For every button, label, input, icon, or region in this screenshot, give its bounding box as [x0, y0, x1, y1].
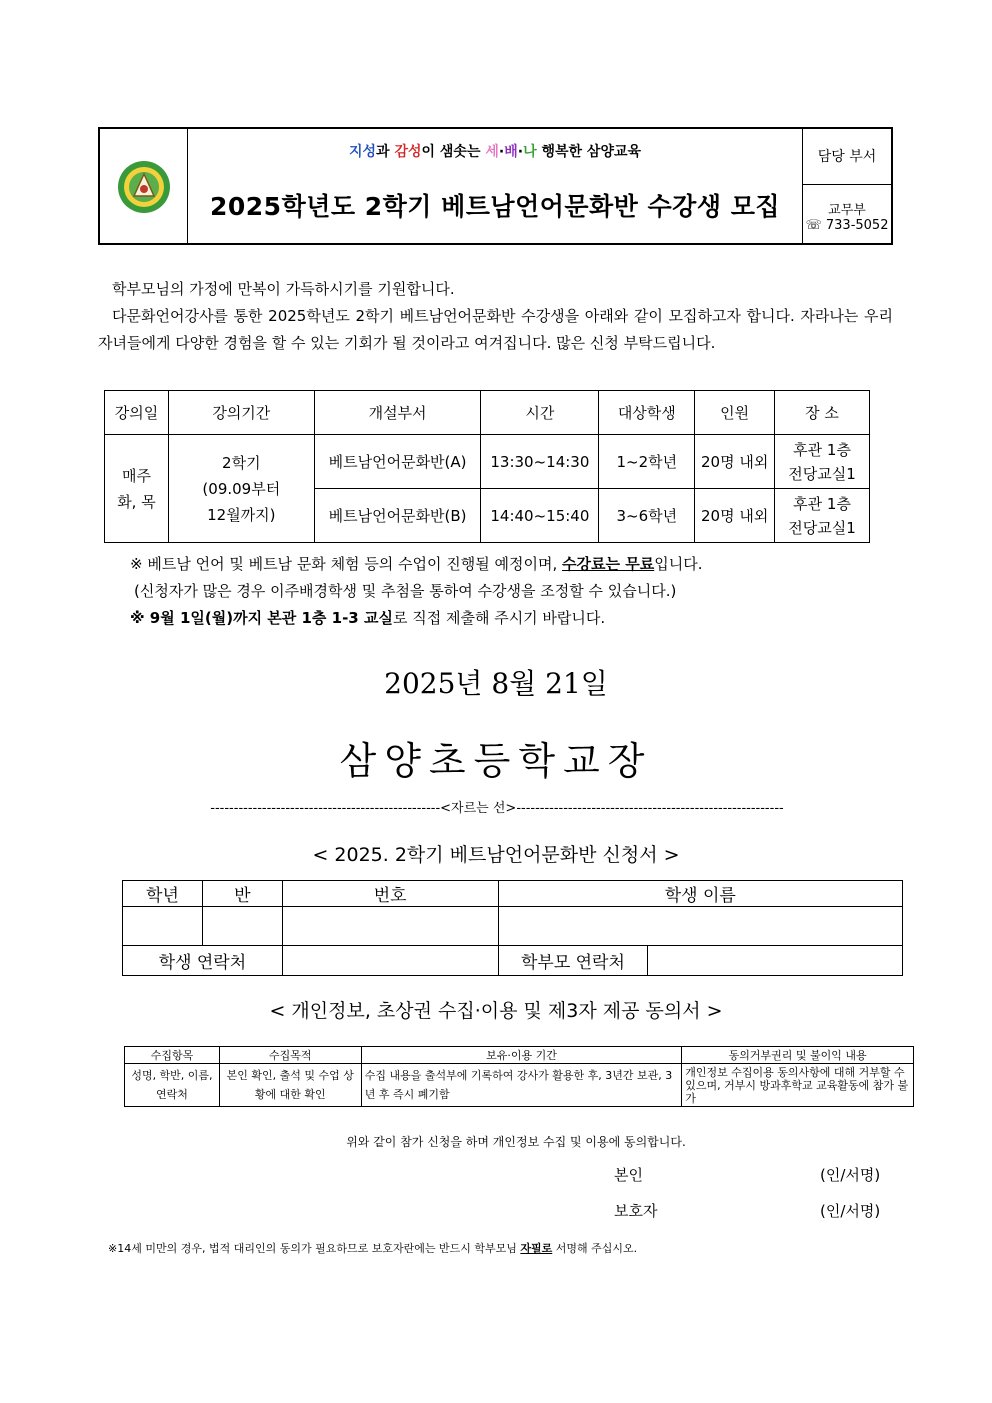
period-cell — [168, 435, 314, 543]
greeting-line: 학부모님의 가정에 만복이 가득하시기를 기원합니다. — [112, 280, 455, 298]
place-cell — [775, 489, 870, 543]
header-count: 인원 — [695, 391, 775, 435]
header-department: 개설부서 — [314, 391, 481, 435]
slogan-part: · — [517, 144, 524, 160]
refusal-header: 동의거부권리 및 불이익 내용 — [682, 1047, 914, 1064]
place-line: 후관 1층 — [793, 440, 851, 459]
place-line: 전당교실1 — [788, 464, 856, 483]
slogan-part: 나 — [523, 144, 537, 160]
form-contact-row — [123, 946, 903, 976]
cut-line-label: <자르는 선> — [440, 801, 517, 816]
form-input-row — [123, 907, 903, 946]
slogan-part: 세 — [485, 144, 499, 160]
note-emphasis: ※ 9월 1일(월)까지 본관 1층 1-3 교실 — [130, 609, 393, 627]
collect-purpose-cell: 본인 확인, 출석 및 수업 상황에 대한 확인 — [219, 1064, 361, 1107]
self-label: 본인 — [614, 1166, 643, 1184]
target-cell: 3~6학년 — [599, 489, 695, 543]
student-name-header: 학생 이름 — [498, 881, 902, 907]
slogan-part: 과 — [376, 144, 395, 160]
footnote-text: ※14세 미만의 경우, 법적 대리인의 동의가 필요하므로 보호자란에는 반드시 학부모님 — [108, 1242, 521, 1255]
grade-header: 학년 — [123, 881, 203, 907]
title-cell — [188, 129, 802, 243]
note-selection: (신청자가 많은 경우 이주배경학생 및 추첨을 통하여 수강생을 조정할 수 있습니다.) — [134, 582, 677, 600]
collect-items-header: 수집항목 — [125, 1047, 220, 1064]
refusal-cell: 개인정보 수집이용 동의사항에 대해 거부할 수 있으며, 거부시 방과후학교 교육활동에 참가 불가 — [682, 1064, 914, 1107]
self-signature-field[interactable]: (인/서명) — [820, 1166, 881, 1184]
application-form-table — [122, 880, 903, 976]
consent-table — [124, 1046, 914, 1107]
slogan-part: 감성 — [394, 144, 422, 160]
department-label: 담당 부서 — [803, 129, 891, 185]
student-contact-label: 학생 연락처 — [123, 946, 283, 976]
slogan-part: 이 샘솟는 — [421, 144, 486, 160]
period-line: 12월까지) — [207, 505, 276, 524]
student-name-field[interactable] — [498, 907, 902, 946]
school-slogan — [188, 141, 802, 161]
consent-title: < 개인정보, 초상권 수집·이용 및 제3자 제공 동의서 > — [269, 1000, 723, 1022]
student-contact-field[interactable] — [282, 946, 498, 976]
count-cell: 20명 내외 — [695, 489, 775, 543]
grade-field[interactable] — [123, 907, 203, 946]
schedule-table — [104, 390, 870, 543]
logo-cell — [100, 129, 188, 243]
guardian-label: 보호자 — [614, 1202, 658, 1220]
collect-purpose-header: 수집목적 — [219, 1047, 361, 1064]
agreement-text: 위와 같이 참가 신청을 하며 개인정보 수집 및 이용에 동의합니다. — [346, 1135, 686, 1149]
issue-date: 2025년 8월 21일 — [384, 667, 608, 700]
slogan-part: 지성 — [348, 144, 377, 160]
department-name: 교무부 — [828, 203, 866, 218]
footnote-emphasis: 자필로 — [520, 1242, 553, 1255]
note-text: 로 직접 제출해 주시기 바랍니다. — [392, 609, 606, 627]
period-line: (09.09부터 — [202, 479, 281, 498]
form-header-row — [123, 881, 903, 907]
guardian-signature-field[interactable]: (인/서명) — [820, 1202, 881, 1220]
parent-contact-field[interactable] — [648, 946, 903, 976]
page-title: 2025학년도 2학기 베트남언어문화반 수강생 모집 — [210, 192, 780, 221]
schedule-header-row — [105, 391, 870, 435]
class-header: 반 — [202, 881, 282, 907]
period-line: 2학기 — [222, 453, 261, 472]
note-submission — [130, 607, 605, 628]
note-text: ※ 베트남 언어 및 베트남 문화 체험 등의 수업이 진행될 예정이며, — [130, 555, 563, 573]
slogan-part: 행복한 삼양교육 — [536, 144, 642, 160]
header-period: 강의기간 — [168, 391, 314, 435]
retention-cell: 수집 내용을 출석부에 기록하여 강사가 활용한 후, 3년간 보관, 3년 후 즉시 폐기함 — [361, 1064, 682, 1107]
day-cell: 매주 화, 목 — [105, 435, 169, 543]
slogan-part: 배 — [504, 144, 518, 160]
target-cell: 1~2학년 — [599, 435, 695, 489]
place-cell — [775, 435, 870, 489]
note-text: 입니다. — [654, 555, 703, 573]
note-emphasis: 수강료는 무료 — [562, 555, 655, 573]
number-field[interactable] — [282, 907, 498, 946]
table-row — [105, 435, 870, 489]
place-line: 전당교실1 — [788, 518, 856, 537]
cut-line: -------------------------------------------------<자르는 선>--------------------------------------------------------- — [210, 801, 784, 816]
place-line: 후관 1층 — [793, 494, 851, 513]
parent-contact-label: 학부모 연락처 — [498, 946, 648, 976]
consent-body-row — [125, 1064, 914, 1107]
header-place: 장 소 — [775, 391, 870, 435]
intro-text — [98, 276, 893, 357]
number-header: 번호 — [282, 881, 498, 907]
header-box — [98, 127, 893, 245]
time-cell: 14:40~15:40 — [481, 489, 599, 543]
header-day: 강의일 — [105, 391, 169, 435]
footnote-text: 서명해 주십시오. — [552, 1242, 638, 1255]
class-field[interactable] — [202, 907, 282, 946]
intro-paragraph: 다문화언어강사를 통한 2025학년도 2학기 베트남언어문화반 수강생을 아래와 같이 모집하고자 합니다. 자라나는 우리 자녀들에게 다양한 경험을 할 수 있는 기회가 될 것이라고 여겨집니다. 많은 신청 부탁드립니다. — [98, 307, 893, 352]
form-title: < 2025. 2학기 베트남언어문화반 신청서 > — [312, 844, 680, 866]
header-time: 시간 — [481, 391, 599, 435]
note-free-tuition — [130, 553, 702, 574]
consent-header-row — [125, 1047, 914, 1064]
time-cell: 13:30~14:30 — [481, 435, 599, 489]
collect-items-cell: 성명, 학반, 이름, 연락처 — [125, 1064, 220, 1107]
count-cell: 20명 내외 — [695, 435, 775, 489]
department-cell — [802, 129, 891, 243]
school-emblem-icon — [117, 160, 171, 214]
department-phone: ☏ 733-5052 — [805, 218, 889, 233]
principal-signature: 삼양초등학교장 — [339, 739, 653, 783]
dept-cell: 베트남언어문화반(A) — [314, 435, 481, 489]
header-target: 대상학생 — [599, 391, 695, 435]
retention-header: 보유·이용 기간 — [361, 1047, 682, 1064]
slogan-part: · — [498, 144, 505, 160]
footnote — [108, 1240, 637, 1256]
dept-cell: 베트남언어문화반(B) — [314, 489, 481, 543]
